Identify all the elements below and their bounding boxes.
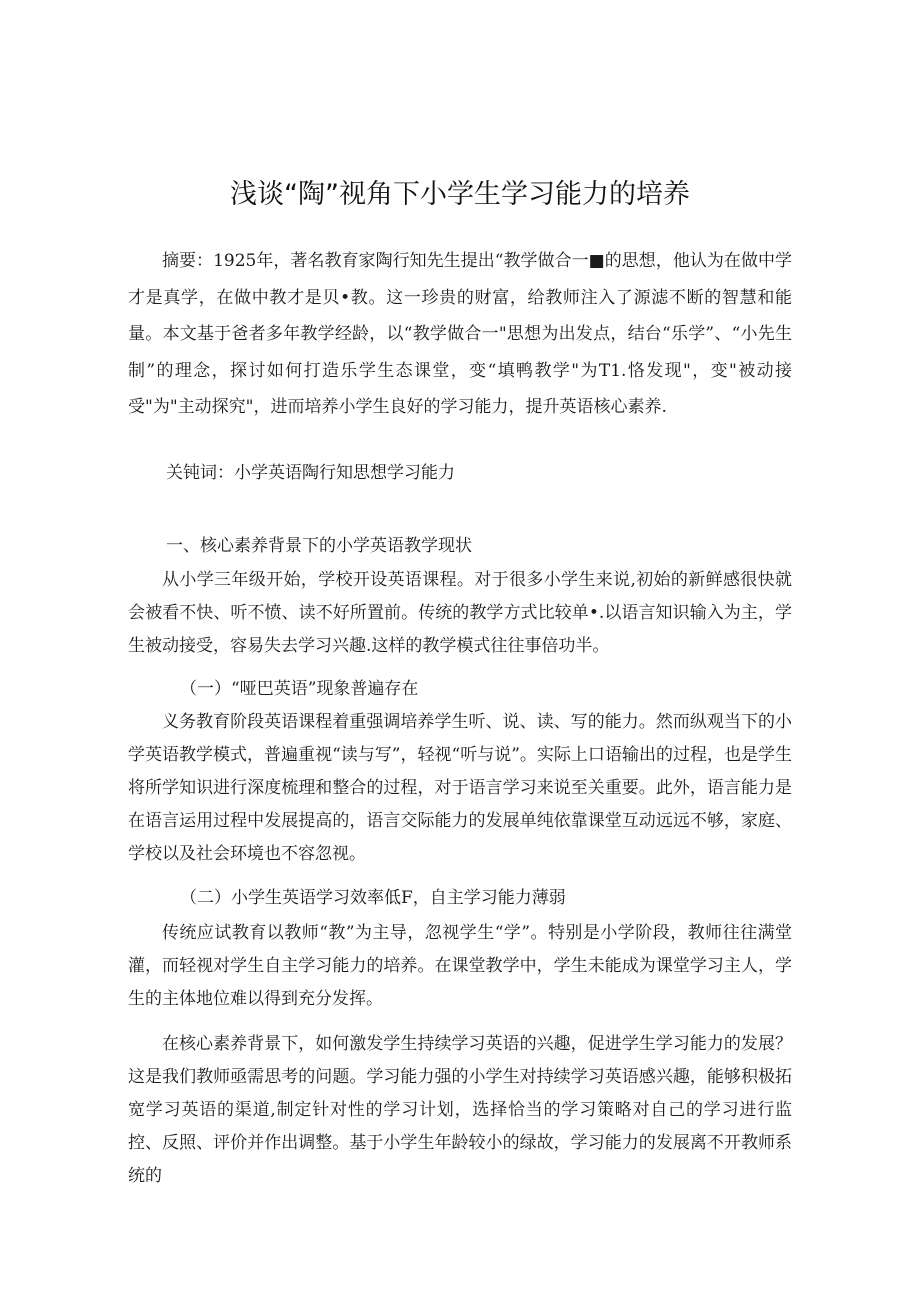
subsection1-paragraph: 义务教育阶段英语课程着重强调培养学生听、说、读、写的能力。然而纵观当下的小学英语教学模式，普遍重视“读与写”，轻视“听与说”。实际上口语输出的过程，也是学生将所学知识进行深度梳理和整合的过程，对于语言学习来说至关重要。此外，语言能力是在语言运用过程中发展提高的，语言交际能力的发展单纯依靠课堂互动远远不够，家庭、学校以及社会环境也不容忽视。 <box>128 712 792 864</box>
section1-paragraph: 从小学三年级开始，学校开设英语课程。对于很多小学生来说,初始的新鲜感很快就会被看不快、听不愤、读不好所置前。传统的教学方式比较单•.以语言知识输入为主，学生被动接受，容易失去学习兴趣.这样的教学模式往往事倍功半。 <box>128 570 792 656</box>
subsection1-heading: （一）“哑巴英语”现象普遍存在 <box>180 679 419 699</box>
section1-heading: 一、核心素养背景下的小学英语教学现状 <box>166 536 472 556</box>
subsection2-heading: （二）小学生英语学习效率低F，自主学习能力薄弱 <box>180 888 566 908</box>
abstract-paragraph: 摘要：1925年，著名教育家陶行知先生提出“教学做合一■的思想，他认为在做中学才是真学，在做中教才是贝•教。这一珍贵的财富，给教师注入了源滤不断的智慧和能量。本文基于爸者多年教学经龄，以“教学做合一"思想为出发点，结台“乐学”、“小先生制”的理念，探讨如何打造乐学生态课堂，变“填鸭教学"为T1.恪发现"，变"被动接受"为"主动探究"，进而培养小学生良好的学习能力，提升英语核心素养. <box>128 251 792 417</box>
subsection2-paragraph: 传统应试教育以教师“教”为主导，忽视学生“学”。特别是小学阶段，教师往往满堂灌，而轻视对学生自主学习能力的培养。在课堂教学中，学生未能成为课堂学习主人，学生的主体地位难以得到充分发挥。 <box>128 923 792 1009</box>
keywords-line: 关钝词：小学英语陶行知思想学习能力 <box>166 463 455 483</box>
document-title: 浅谈“陶”视角下小学生学习能力的培养 <box>230 179 690 210</box>
final-paragraph: 在核心素养背景下，如何激发学生持续学习英语的兴趣，促进学生学习能力的发展？这是我们教师亟需思考的问题。学习能力强的小学生对持续学习英语感兴趣，能够积极拓宽学习英语的渠道,制定针对性的学习计划，选择恰当的学习策略对自己的学习进行监控、反照、评价并作出调整。基于小学生年龄较小的绿故，学习能力的发展离不开教师系统的 <box>128 1034 792 1186</box>
